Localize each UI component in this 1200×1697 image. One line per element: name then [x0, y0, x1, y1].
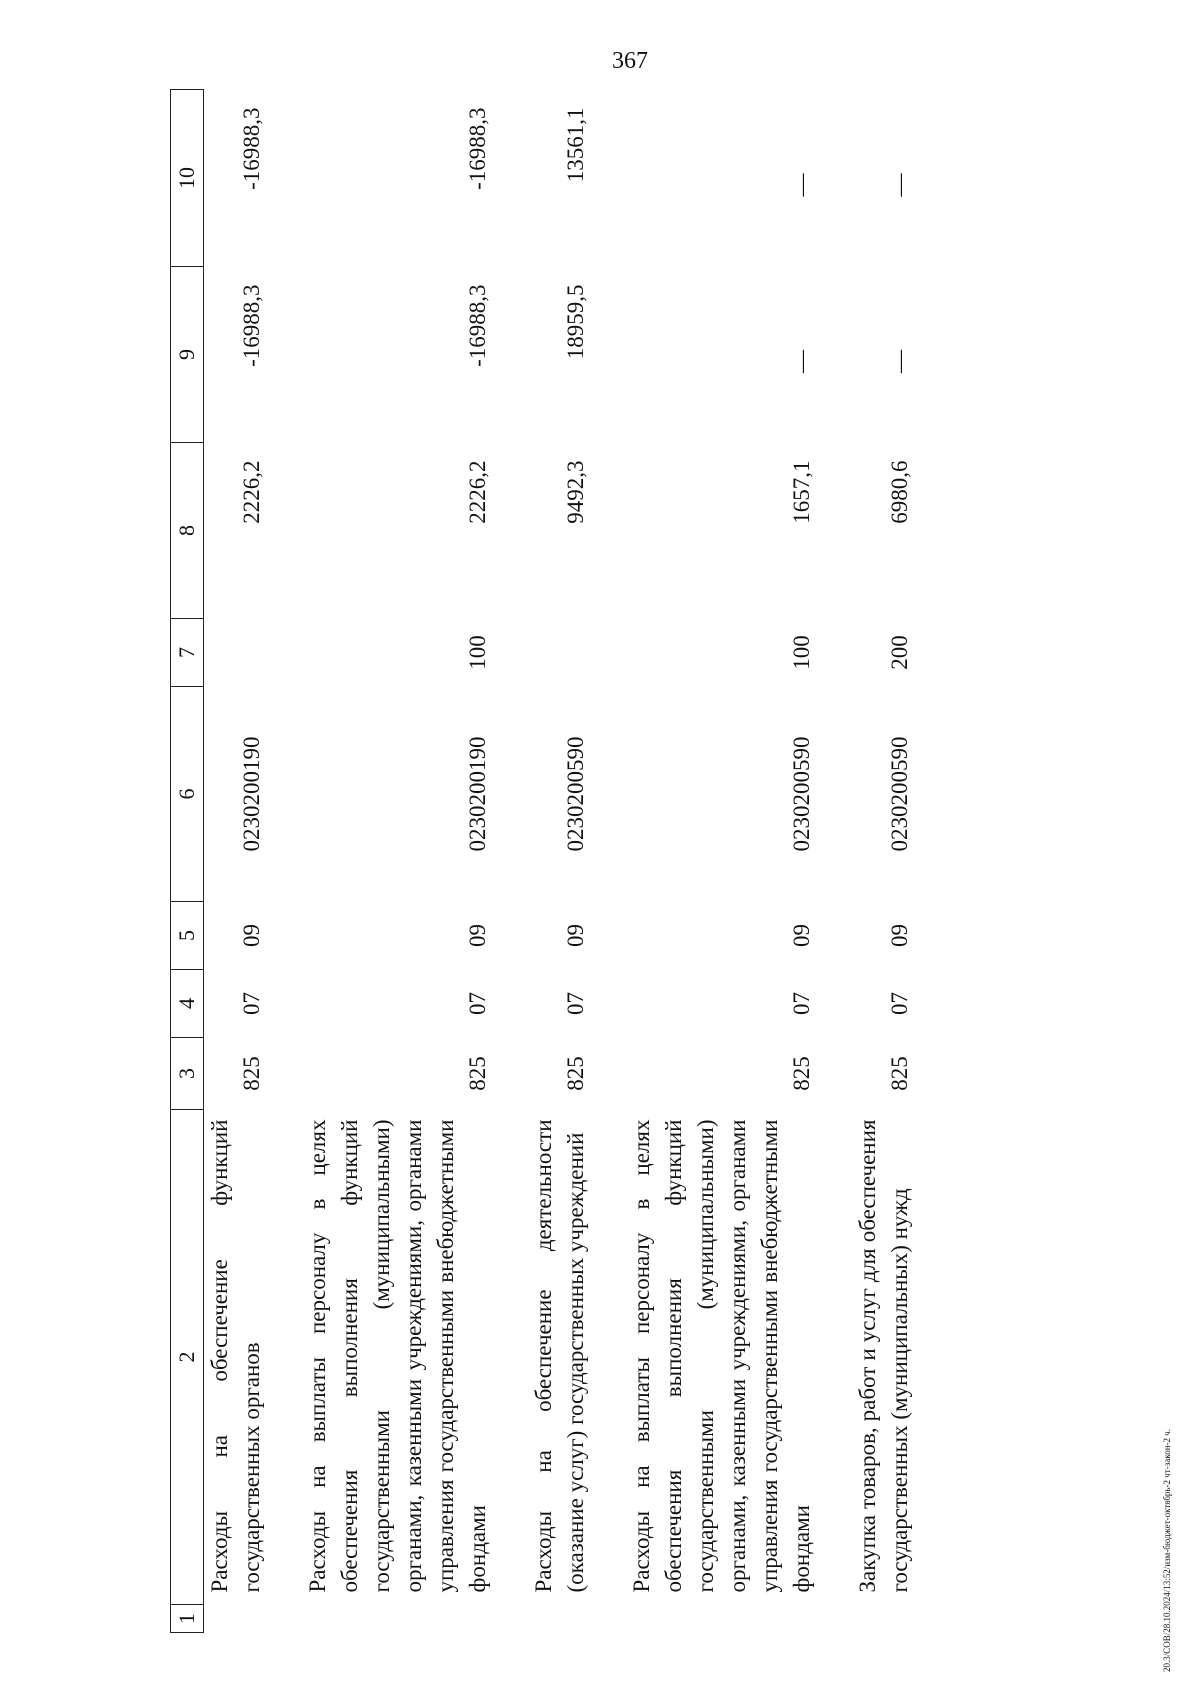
row-name: Расходы на обеспечение деятельности (оказание услуг) государственных учреждений	[531, 1119, 588, 1593]
row-col-9: 18959,5	[563, 284, 588, 360]
row-rz: 07	[789, 992, 814, 1015]
row-vr	[204, 619, 269, 687]
header-col-2: 2	[171, 1110, 204, 1605]
row-col-8: 2226,2	[239, 460, 264, 524]
row-vr: 100	[789, 635, 814, 670]
row-rz: 07	[239, 992, 264, 1015]
row-ved: 825	[465, 1056, 490, 1091]
row-col-8: 1657,1	[789, 460, 814, 524]
row-rz: 07	[887, 992, 912, 1015]
row-col-9: -16988,3	[239, 284, 264, 367]
row-vr: 100	[465, 635, 490, 670]
header-col-3: 3	[171, 1038, 204, 1110]
header-col-1: 1	[171, 1605, 204, 1633]
rotated-table-container	[170, 90, 1060, 1633]
row-csr: 0230200190	[465, 736, 490, 852]
row-csr: 0230200590	[789, 736, 814, 852]
row-rz: 07	[563, 992, 588, 1015]
row-ved: 825	[239, 1056, 264, 1091]
header-col-8: 8	[171, 443, 204, 619]
header-col-5: 5	[171, 902, 204, 970]
row-csr: 0230200590	[563, 736, 588, 852]
row-col-10: —	[887, 173, 912, 197]
row-pr: 09	[887, 924, 912, 947]
header-col-4: 4	[171, 970, 204, 1038]
footer-document-code: 20.3/СОВ/28.10.2024/13:52/изм-бюджет-октябрь-2 чт-закон-2 ч.	[1162, 1428, 1172, 1672]
row-name: Расходы на выплаты персоналу в целях обеспечения выполнения функций государственными (муниципальными) органами, казенными учреждениями, органами управления государственными внебюджетными фондами	[629, 1119, 814, 1593]
row-pr: 09	[563, 924, 588, 947]
row-csr: 0230200190	[239, 736, 264, 852]
row-name: Расходы на обеспечение функций государственных органов	[207, 1119, 264, 1593]
table-row	[302, 90, 494, 1633]
header-col-10: 10	[171, 90, 204, 267]
row-pr: 09	[465, 924, 490, 947]
row-name: Закупка товаров, работ и услуг для обеспечения государственных (муниципальных) нужд	[855, 1119, 912, 1593]
row-col-9: -16988,3	[465, 284, 490, 367]
row-col-8: 9492,3	[563, 460, 588, 524]
row-pr: 09	[789, 924, 814, 947]
row-col-10: 13561,1	[563, 107, 588, 183]
row-col-10: -16988,3	[239, 107, 264, 190]
header-col-6: 6	[171, 687, 204, 902]
row-ved: 825	[789, 1056, 814, 1091]
row-col-10: -16988,3	[465, 107, 490, 190]
page-number: 367	[612, 48, 648, 74]
table-header	[171, 90, 204, 1633]
row-pr: 09	[239, 924, 264, 947]
row-vr: 200	[887, 635, 912, 670]
row-ved: 825	[563, 1056, 588, 1091]
table-row	[528, 90, 592, 1633]
row-rz: 07	[465, 992, 490, 1015]
table-row	[852, 90, 916, 1633]
row-col-9: —	[887, 350, 912, 373]
row-col-8: 2226,2	[465, 460, 490, 524]
row-col-9: —	[789, 350, 814, 373]
row-vr	[528, 619, 592, 687]
budget-table	[170, 89, 916, 1633]
row-ved: 825	[887, 1056, 912, 1091]
row-col-10: —	[789, 173, 814, 197]
table-row	[626, 90, 818, 1633]
row-col-8: 6980,6	[887, 460, 912, 524]
header-col-9: 9	[171, 267, 204, 443]
row-csr: 0230200590	[887, 736, 912, 852]
header-col-7: 7	[171, 619, 204, 687]
row-name: Расходы на выплаты персоналу в целях обеспечения выполнения функций государственными (муниципальными) органами, казенными учреждениями, органами управления государственными внебюджетными фондами	[305, 1119, 490, 1593]
table-row	[204, 90, 269, 1633]
